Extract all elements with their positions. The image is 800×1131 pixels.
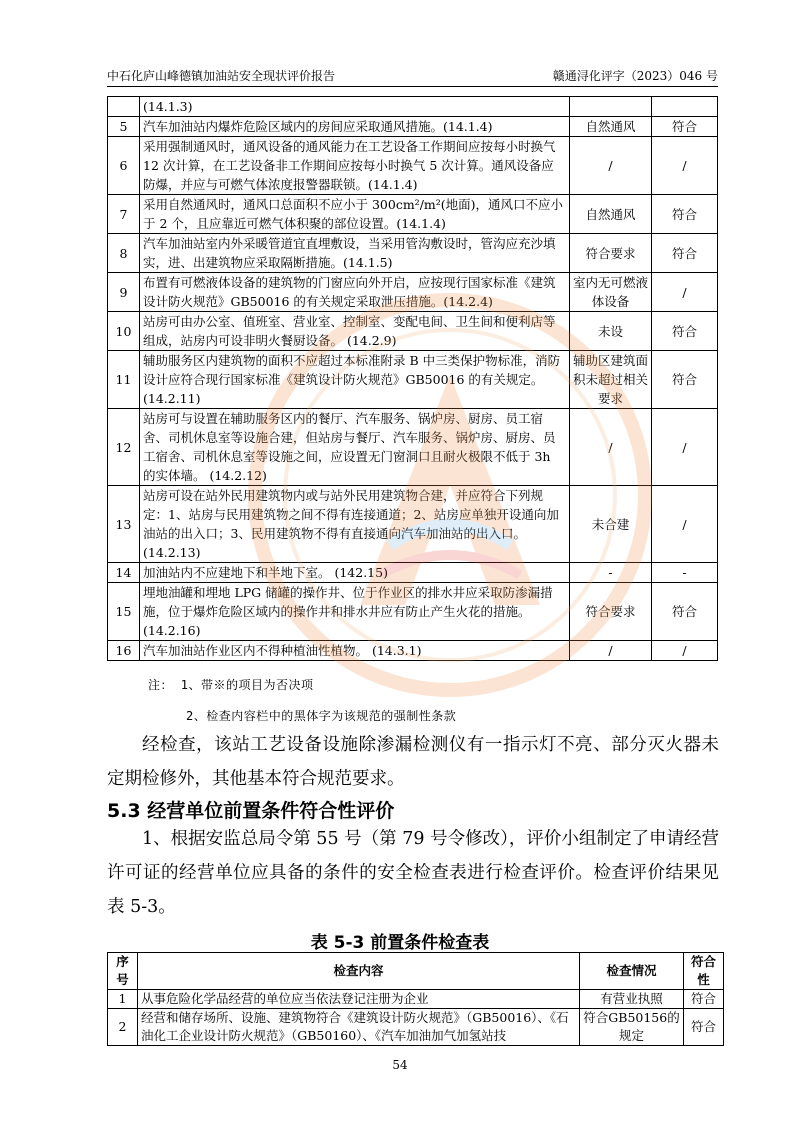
page-header <box>107 66 718 87</box>
cell-result: 符合 <box>684 990 724 1009</box>
header-situation: 检查情况 <box>580 953 684 990</box>
cell-no: 11 <box>108 351 140 409</box>
table-row <box>108 195 718 234</box>
cell-result: / <box>652 137 718 195</box>
table-row <box>108 486 718 563</box>
cell-situation: 未设 <box>570 312 652 351</box>
inspection-conclusion: 经检查，该站工艺设备设施除渗漏检测仪有一指示灯不亮、部分灭火器未定期检修外，其他基本符合规范要求。 <box>107 735 719 789</box>
cell-no: 12 <box>108 409 140 486</box>
safety-checklist-table <box>107 96 718 661</box>
cell-situation: 符合GB50156的规定 <box>580 1009 684 1046</box>
section-title: 5.3 经营单位前置条件符合性评价 <box>107 800 395 822</box>
table-row <box>108 137 718 195</box>
header-report-title: 中石化庐山峰德镇加油站安全现状评价报告 <box>107 69 336 83</box>
section-intro-paragraph: 1、根据安监总局令第 55 号（第 79 号令修改），评价小组制定了申请经营许可证的经营单位应具备的条件的安全检查表进行检查评价。检查评价结果见表 5-3。 <box>107 829 719 917</box>
cell-situation: 有营业执照 <box>580 990 684 1009</box>
cell-situation: 室内无可燃液体设备 <box>570 273 652 312</box>
table-row <box>108 273 718 312</box>
cell-result: 符合 <box>652 234 718 273</box>
cell-situation: 自然通风 <box>570 117 652 137</box>
cell-content: 汽车加油站内爆炸危险区域内的房间应采取通风措施。(14.1.4) <box>140 117 570 137</box>
cell-content: 采用自然通风时，通风口总面积不应小于 300cm²/m²(地面)，通风口不应小于 2 个，且应靠近可燃气体积聚的部位设置。(14.1.4) <box>140 195 570 234</box>
note-mandatory-clauses: 2、检查内容栏中的黑体字为该规范的强制性条款 <box>186 709 457 723</box>
cell-content: 汽车加油站室内外采暖管道宜直埋敷设，当采用管沟敷设时，管沟应充沙填实，进、出建筑物应采取隔断措施。(14.1.5) <box>140 234 570 273</box>
cell-no: 2 <box>108 1009 138 1046</box>
cell-no: 13 <box>108 486 140 563</box>
page-number: 54 <box>392 1058 408 1072</box>
table-row <box>108 117 718 137</box>
cell-result: - <box>652 563 718 583</box>
cell-no: 7 <box>108 195 140 234</box>
cell-result: / <box>652 273 718 312</box>
header-report-number: 赣通浔化评字（2023）046 号 <box>552 69 718 83</box>
cell-no: 15 <box>108 583 140 641</box>
table-row <box>108 97 718 117</box>
header-no: 序号 <box>108 953 138 990</box>
cell-situation: 符合要求 <box>570 583 652 641</box>
cell-result: 符合 <box>652 351 718 409</box>
cell-content: 布置有可燃液体设备的建筑物的门窗应向外开启，应按现行国家标准《建筑设计防火规范》GB50016 的有关规定采取泄压措施。(14.2.4) <box>140 273 570 312</box>
cell-content: 站房可设在站外民用建筑物内或与站外民用建筑物合建，并应符合下列规定：1、站房与民用建筑物之间不得有连接通道；2、站房应单独开设通向加油站的出入口；3、民用建筑物不得有直接通向汽车加油站的出入口。 (14.2.13) <box>140 486 570 563</box>
cell-result <box>652 97 718 117</box>
cell-result: 符合 <box>684 1009 724 1046</box>
header-result: 符合性 <box>684 953 724 990</box>
cell-content: 站房可由办公室、值班室、营业室、控制室、变配电间、卫生间和便利店等组成，站房内可设非明火餐厨设备。 (14.2.9) <box>140 312 570 351</box>
table-row <box>108 409 718 486</box>
precondition-checklist-table <box>107 952 724 1046</box>
cell-situation: - <box>570 563 652 583</box>
table-row <box>108 312 718 351</box>
cell-no <box>108 97 140 117</box>
cell-result: / <box>652 641 718 661</box>
cell-content: 站房可与设置在辅助服务区内的餐厅、汽车服务、锅炉房、厨房、员工宿舍、司机休息室等设施合建，但站房与餐厅、汽车服务、锅炉房、厨房、员工宿舍、司机休息室等设施之间，应设置无门窗洞口且耐火极限不低于 3h 的实体墙。 (14.2.12) <box>140 409 570 486</box>
cell-no: 1 <box>108 990 138 1009</box>
cell-result: / <box>652 486 718 563</box>
cell-result: 符合 <box>652 195 718 234</box>
cell-situation: 未合建 <box>570 486 652 563</box>
cell-no: 10 <box>108 312 140 351</box>
header-content: 检查内容 <box>138 953 580 990</box>
table-row <box>108 583 718 641</box>
cell-situation: 自然通风 <box>570 195 652 234</box>
cell-situation: / <box>570 641 652 661</box>
table-row <box>108 234 718 273</box>
cell-content: 加油站内不应建地下和半地下室。 (142.15) <box>140 563 570 583</box>
cell-content: 汽车加油站作业区内不得种植油性植物。 (14.3.1) <box>140 641 570 661</box>
cell-no: 14 <box>108 563 140 583</box>
cell-no: 9 <box>108 273 140 312</box>
cell-content: 辅助服务区内建筑物的面积不应超过本标准附录 B 中三类保护物标准，消防设计应符合现行国家标准《建筑设计防火规范》GB50016 的有关规定。 (14.2.11) <box>140 351 570 409</box>
table-row <box>108 563 718 583</box>
cell-result: 符合 <box>652 312 718 351</box>
table-header-row <box>108 953 724 990</box>
cell-no: 8 <box>108 234 140 273</box>
cell-situation <box>570 97 652 117</box>
cell-no: 16 <box>108 641 140 661</box>
cell-content: 经营和储存场所、设施、建筑物符合《建筑设计防火规范》（GB50016）、《石油化工企业设计防火规范》（GB50160）、《汽车加油加气加氢站技 <box>138 1009 580 1046</box>
cell-no: 6 <box>108 137 140 195</box>
cell-result: 符合 <box>652 583 718 641</box>
cell-situation: / <box>570 137 652 195</box>
cell-content: (14.1.3) <box>140 97 570 117</box>
table-row <box>108 351 718 409</box>
cell-no: 5 <box>108 117 140 137</box>
table-caption: 表 5-3 前置条件检查表 <box>310 933 490 953</box>
cell-result: 符合 <box>652 117 718 137</box>
cell-result: / <box>652 409 718 486</box>
table-row <box>108 641 718 661</box>
cell-content: 埋地油罐和埋地 LPG 储罐的操作井、位于作业区的排水井应采取防渗漏措施，位于爆炸危险区域内的操作井和排水井应有防止产生火花的措施。 (14.2.16) <box>140 583 570 641</box>
cell-content: 采用强制通风时，通风设备的通风能力在工艺设备工作期间应按每小时换气 12 次计算，在工艺设备非工作期间应按每小时换气 5 次计算。通风设备应防爆，并应与可燃气体浓度报警器联锁。(14.1.4) <box>140 137 570 195</box>
cell-situation: 符合要求 <box>570 234 652 273</box>
table-row <box>108 990 724 1009</box>
cell-situation: 辅助区建筑面积未超过相关要求 <box>570 351 652 409</box>
note-veto-items: 注： 1、带※的项目为否决项 <box>148 678 314 692</box>
table-row <box>108 1009 724 1046</box>
cell-content: 从事危险化学品经营的单位应当依法登记注册为企业 <box>138 990 580 1009</box>
cell-situation: / <box>570 409 652 486</box>
